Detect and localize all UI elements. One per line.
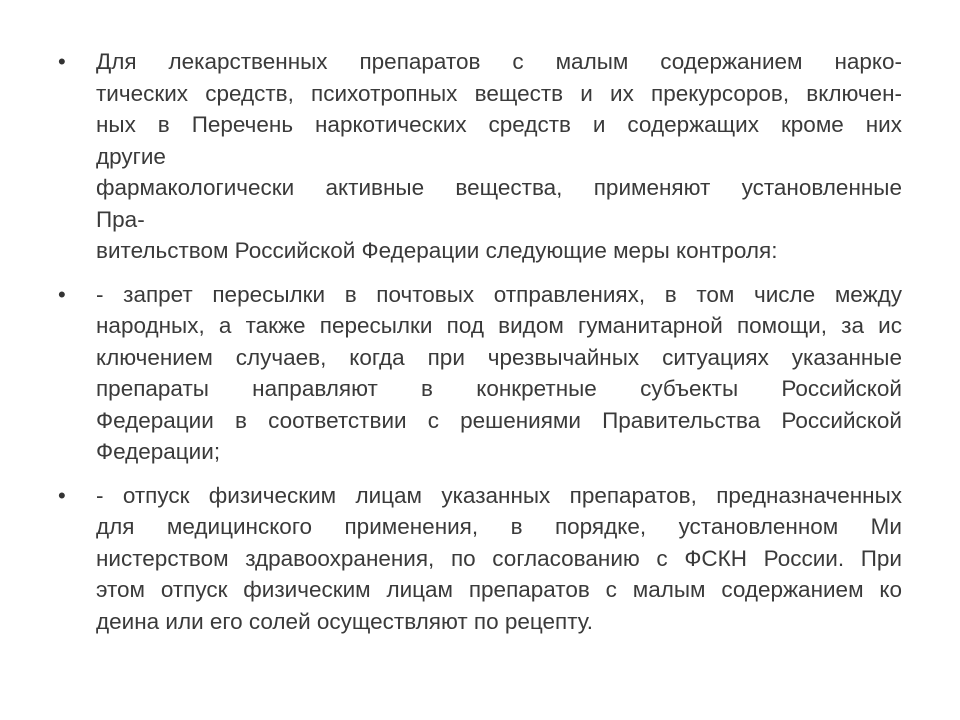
text-line: - отпуск физическим лицам указанных препаратов, предназначенных <box>96 482 902 508</box>
text-line: вительством Российской Федерации следующие меры контроля: <box>96 238 778 263</box>
text-line: Федерации в соответствии с решениями Правительства Российской <box>96 407 902 433</box>
text-line: фармакологически активные вещества, применяют установленные <box>96 175 902 200</box>
text-line: Пра- <box>96 206 145 232</box>
bullet-item-2 <box>58 279 902 468</box>
text-line: деина или его солей осуществляют по рецепту. <box>96 608 594 634</box>
bullet-item-1 <box>58 46 902 267</box>
text-line: нистерством здравоохранения, по согласованию с ФСКН России. При <box>96 545 902 571</box>
text-line: - запрет пересылки в почтовых отправлениях, в том числе между <box>96 281 902 307</box>
text-line: Для лекарственных препаратов с малым содержанием нарко- <box>96 49 902 74</box>
text-line: Федерации; <box>96 439 221 464</box>
text-line: ключением случаев, когда при чрезвычайных ситуациях указанные <box>96 344 902 370</box>
bullet-dot-icon: • <box>58 49 66 74</box>
text-line: препараты направляют в конкретные субъекты Российской <box>96 376 902 401</box>
text-line: этом отпуск физическим лицам препаратов с малым содержанием ко <box>96 577 902 602</box>
text-line: ных в Перечень наркотических средств и содержащих кроме них <box>96 112 902 137</box>
bullet-dot-icon: • <box>58 482 66 508</box>
bullet-list <box>58 46 902 649</box>
text-line: народных, а также пересылки под видом гуманитарной помощи, за ис <box>96 313 902 338</box>
text-line: для медицинского применения, в порядке, установленном Ми <box>96 514 902 539</box>
bullet-dot-icon: • <box>58 281 66 307</box>
text-line: тических средств, психотропных веществ и их прекурсоров, включен- <box>96 80 902 106</box>
bullet-item-3 <box>58 480 902 638</box>
text-line: другие <box>96 143 166 169</box>
